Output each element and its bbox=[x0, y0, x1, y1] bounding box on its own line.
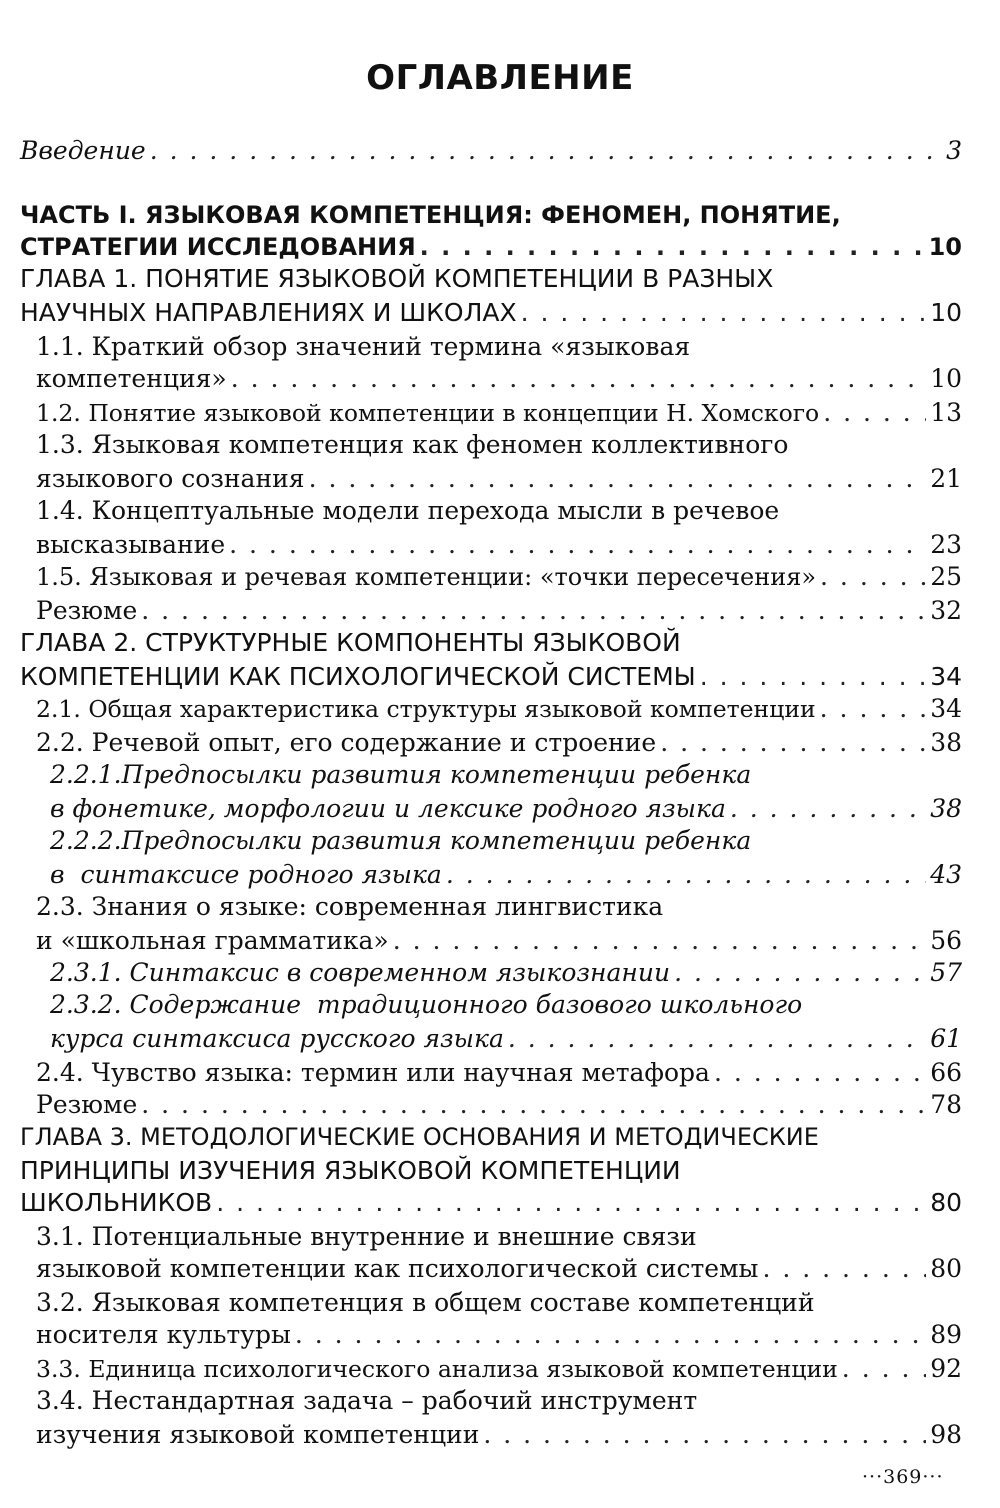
page-number: 92 bbox=[930, 1354, 962, 1383]
entry-text: Резюме bbox=[36, 1090, 138, 1119]
entry-text: 2.1. Общая характеристика структуры языковой компетенции bbox=[36, 695, 816, 723]
toc-subsection-2-2-1-line2 bbox=[0, 792, 1000, 826]
entry-text: и «школьная грамматика» bbox=[36, 926, 389, 955]
page-number: 23 bbox=[930, 530, 962, 559]
leader-dots bbox=[393, 924, 926, 958]
page-number: 25 bbox=[930, 562, 962, 591]
page-number: 13 bbox=[930, 398, 962, 427]
toc-entry-introduction bbox=[0, 134, 1000, 168]
toc-section-2-4 bbox=[0, 1056, 1000, 1090]
entry-text: носителя культуры bbox=[36, 1320, 291, 1349]
leader-dots bbox=[660, 726, 926, 760]
toc-chapter-1-line2 bbox=[0, 296, 1000, 330]
page-number: 89 bbox=[930, 1320, 962, 1349]
toc-section-3-1-line1: 3.1. Потенциальные внутренние и внешние связи bbox=[36, 1222, 697, 1251]
toc-subsection-2-3-2-line2 bbox=[0, 1022, 1000, 1056]
leader-dots bbox=[446, 858, 926, 892]
leader-dots bbox=[141, 1088, 926, 1122]
page-number: 38 bbox=[930, 794, 962, 823]
toc-section-2-3-line1: 2.3. Знания о языке: современная лингвистика bbox=[36, 892, 664, 921]
toc-section-1-4-line1: 1.4. Концептуальные модели перехода мысли в речевое bbox=[36, 496, 780, 525]
leader-dots bbox=[150, 134, 942, 168]
page-number: 21 bbox=[930, 464, 962, 493]
leader-dots bbox=[420, 230, 925, 264]
toc-section-3-4-line1: 3.4. Нестандартная задача – рабочий инструмент bbox=[36, 1386, 698, 1415]
leader-dots bbox=[762, 1252, 926, 1286]
entry-text: СТРАТЕГИИ ИССЛЕДОВАНИЯ bbox=[20, 233, 416, 261]
page-number: 10 bbox=[930, 298, 962, 327]
toc-section-3-2-line1: 3.2. Языковая компетенция в общем составе компетенций bbox=[36, 1288, 815, 1317]
toc-subsection-2-2-1-line1: 2.2.1.Предпосылки развития компетенции ребенка bbox=[50, 760, 752, 789]
page-number: 57 bbox=[930, 958, 962, 987]
page-number: 10 bbox=[928, 233, 962, 261]
toc-section-2-3-line2 bbox=[0, 924, 1000, 958]
leader-dots bbox=[309, 462, 927, 496]
toc-section-2-2 bbox=[0, 726, 1000, 760]
page-folio: ···369··· bbox=[862, 1466, 944, 1488]
toc-chapter-2-line2 bbox=[0, 660, 1000, 694]
entry-text: КОМПЕТЕНЦИИ КАК ПСИХОЛОГИЧЕСКОЙ СИСТЕМЫ bbox=[20, 662, 696, 691]
leader-dots bbox=[521, 296, 927, 330]
entry-text: языковой компетенции как психологической системы bbox=[36, 1254, 759, 1283]
toc-chapter-3-line1: ГЛАВА 3. МЕТОДОЛОГИЧЕСКИЕ ОСНОВАНИЯ И МЕТОДИЧЕСКИЕ bbox=[20, 1123, 819, 1151]
leader-dots bbox=[823, 396, 926, 430]
entry-text: 1.2. Понятие языковой компетенции в концепции Н. Хомского bbox=[36, 399, 820, 427]
page-number: 43 bbox=[930, 860, 962, 889]
entry-text: языкового сознания bbox=[36, 464, 305, 493]
entry-text: Резюме bbox=[36, 596, 138, 625]
page-number: 80 bbox=[930, 1188, 962, 1217]
page-number: 66 bbox=[930, 1058, 962, 1087]
toc-subsection-2-3-1 bbox=[0, 956, 1000, 990]
entry-text: в фонетике, морфологии и лексике родного языка bbox=[50, 794, 726, 823]
entry-text: 3.3. Единица психологического анализа языковой компетенции bbox=[36, 1355, 838, 1383]
toc-section-1-1-line1: 1.1. Краткий обзор значений термина «языковая bbox=[36, 332, 691, 361]
leader-dots bbox=[216, 1186, 926, 1220]
entry-text: 2.3.1. Синтаксис в современном языкознании bbox=[50, 958, 671, 987]
entry-text: 2.4. Чувство языка: термин или научная метафора bbox=[36, 1058, 710, 1087]
entry-text: 2.2. Речевой опыт, его содержание и строение bbox=[36, 728, 657, 757]
leader-dots bbox=[842, 1352, 926, 1386]
toc-chapter-2-line1: ГЛАВА 2. СТРУКТУРНЫЕ КОМПОНЕНТЫ ЯЗЫКОВОЙ bbox=[20, 628, 681, 657]
toc-section-3-4-line2 bbox=[0, 1418, 1000, 1452]
toc-section-1-3-line2 bbox=[0, 462, 1000, 496]
page-number: 32 bbox=[930, 596, 962, 625]
leader-dots bbox=[295, 1318, 926, 1352]
leader-dots bbox=[730, 792, 926, 826]
entry-text: курса синтаксиса русского языка bbox=[50, 1024, 504, 1053]
toc-section-1-5 bbox=[0, 560, 1000, 594]
page-number: 80 bbox=[930, 1254, 962, 1283]
toc-part-1-line2 bbox=[0, 230, 1000, 264]
entry-text: компетенция» bbox=[36, 364, 227, 393]
leader-dots bbox=[141, 594, 926, 628]
entry-text: НАУЧНЫХ НАПРАВЛЕНИЯХ И ШКОЛАХ bbox=[20, 298, 517, 327]
leader-dots bbox=[820, 560, 926, 594]
toc-section-1-3-line1: 1.3. Языковая компетенция как феномен коллективного bbox=[36, 430, 789, 459]
toc-subsection-2-2-2-line2 bbox=[0, 858, 1000, 892]
entry-text: высказывание bbox=[36, 530, 226, 559]
toc-section-1-4-line2 bbox=[0, 528, 1000, 562]
page-number: 38 bbox=[930, 728, 962, 757]
entry-text: 1.5. Языковая и речевая компетенции: «точки пересечения» bbox=[36, 563, 817, 591]
leader-dots bbox=[483, 1418, 926, 1452]
leader-dots bbox=[229, 528, 926, 562]
page-number: 10 bbox=[930, 364, 962, 393]
toc-section-1-2 bbox=[0, 396, 1000, 430]
entry-text: изучения языковой компетенции bbox=[36, 1420, 480, 1449]
toc-section-3-1-line2 bbox=[0, 1252, 1000, 1286]
toc-subsection-2-2-2-line1: 2.2.2.Предпосылки развития компетенции ребенка bbox=[50, 826, 752, 855]
entry-text: Введение bbox=[20, 136, 146, 165]
toc-summary-1 bbox=[0, 594, 1000, 628]
toc-summary-2 bbox=[0, 1088, 1000, 1122]
page-number: 78 bbox=[930, 1090, 962, 1119]
toc-chapter-3-line2: ПРИНЦИПЫ ИЗУЧЕНИЯ ЯЗЫКОВОЙ КОМПЕТЕНЦИИ bbox=[20, 1156, 681, 1185]
toc-section-1-1-line2 bbox=[0, 362, 1000, 396]
toc-section-2-1 bbox=[0, 692, 1000, 726]
leader-dots bbox=[674, 956, 926, 990]
toc-section-3-2-line2 bbox=[0, 1318, 1000, 1352]
page-number: 98 bbox=[930, 1420, 962, 1449]
leader-dots bbox=[231, 362, 927, 396]
leader-dots bbox=[700, 660, 926, 694]
page-number: 34 bbox=[930, 694, 962, 723]
entry-text: ШКОЛЬНИКОВ bbox=[20, 1188, 213, 1217]
page-number: 56 bbox=[930, 926, 962, 955]
page-title: ОГЛАВЛЕНИЕ bbox=[366, 58, 634, 98]
page-number: 34 bbox=[930, 662, 962, 691]
entry-text: в синтаксисе родного языка bbox=[50, 860, 442, 889]
toc-subsection-2-3-2-line1: 2.3.2. Содержание традиционного базового школьного bbox=[50, 990, 803, 1019]
leader-dots bbox=[820, 692, 927, 726]
leader-dots bbox=[714, 1056, 926, 1090]
toc-chapter-1-line1: ГЛАВА 1. ПОНЯТИЕ ЯЗЫКОВОЙ КОМПЕТЕНЦИИ В РАЗНЫХ bbox=[20, 264, 774, 293]
toc-part-1-line1: ЧАСТЬ I. ЯЗЫКОВАЯ КОМПЕТЕНЦИЯ: ФЕНОМЕН, ПОНЯТИЕ, bbox=[20, 201, 841, 229]
page-number: 3 bbox=[946, 136, 962, 165]
page-number: 61 bbox=[930, 1024, 962, 1053]
leader-dots bbox=[508, 1022, 926, 1056]
toc-section-3-3 bbox=[0, 1352, 1000, 1386]
toc-chapter-3-line3 bbox=[0, 1186, 1000, 1220]
